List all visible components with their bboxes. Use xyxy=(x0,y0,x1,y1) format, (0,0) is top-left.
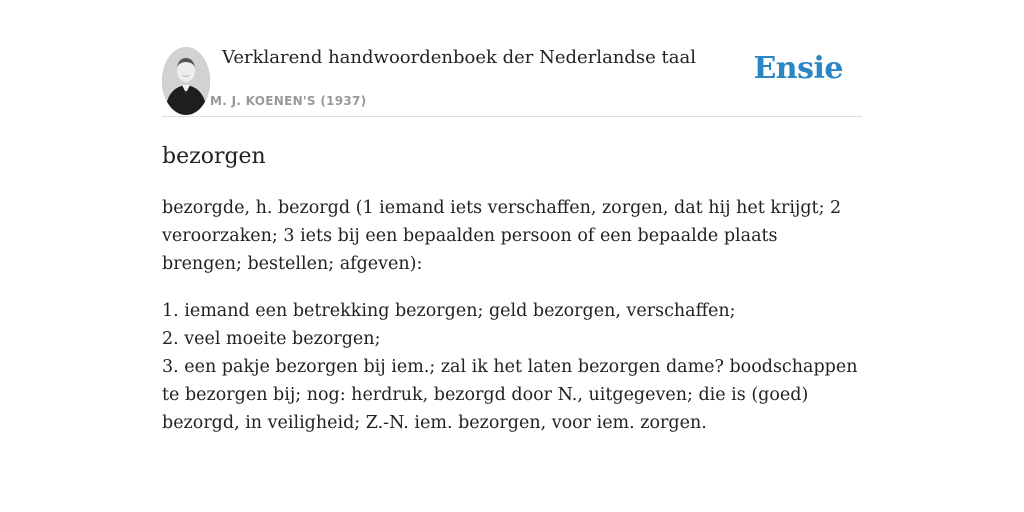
meaning-item: 1. iemand een betrekking bezorgen; geld bezorgen, verschaffen; xyxy=(162,301,736,321)
page-container xyxy=(162,0,862,437)
site-logo[interactable]: Ensie xyxy=(753,51,843,86)
book-title[interactable]: Verklarend handwoordenboek der Nederlandse taal xyxy=(222,47,696,68)
portrait-svg xyxy=(162,47,210,115)
entry-headword: bezorgen xyxy=(162,144,266,169)
entry-intro: bezorgde, h. bezorgd (1 iemand iets verschaffen, zorgen, dat hij het krijgt; 2 veroorzaken; 3 iets bij een bepaalden persoon of een bepaalde plaats brengen; bestellen; afgeven): xyxy=(162,198,842,274)
meaning-item: 3. een pakje bezorgen bij iem.; zal ik het laten bezorgen dame? boodschappen te bezorgen bij; nog: herdruk, bezorgd door N., uitgegeven; die is (goed) bezorgd, in veiligheid; Z.-N. iem. bezorgen, voor iem. zorgen. xyxy=(162,357,858,433)
entry-meanings xyxy=(162,297,862,437)
book-author: M. J. KOENEN'S (1937) xyxy=(210,94,367,108)
page-header xyxy=(162,0,862,117)
meaning-item: 2. veel moeite bezorgen; xyxy=(162,329,381,349)
author-portrait-icon xyxy=(162,47,210,115)
